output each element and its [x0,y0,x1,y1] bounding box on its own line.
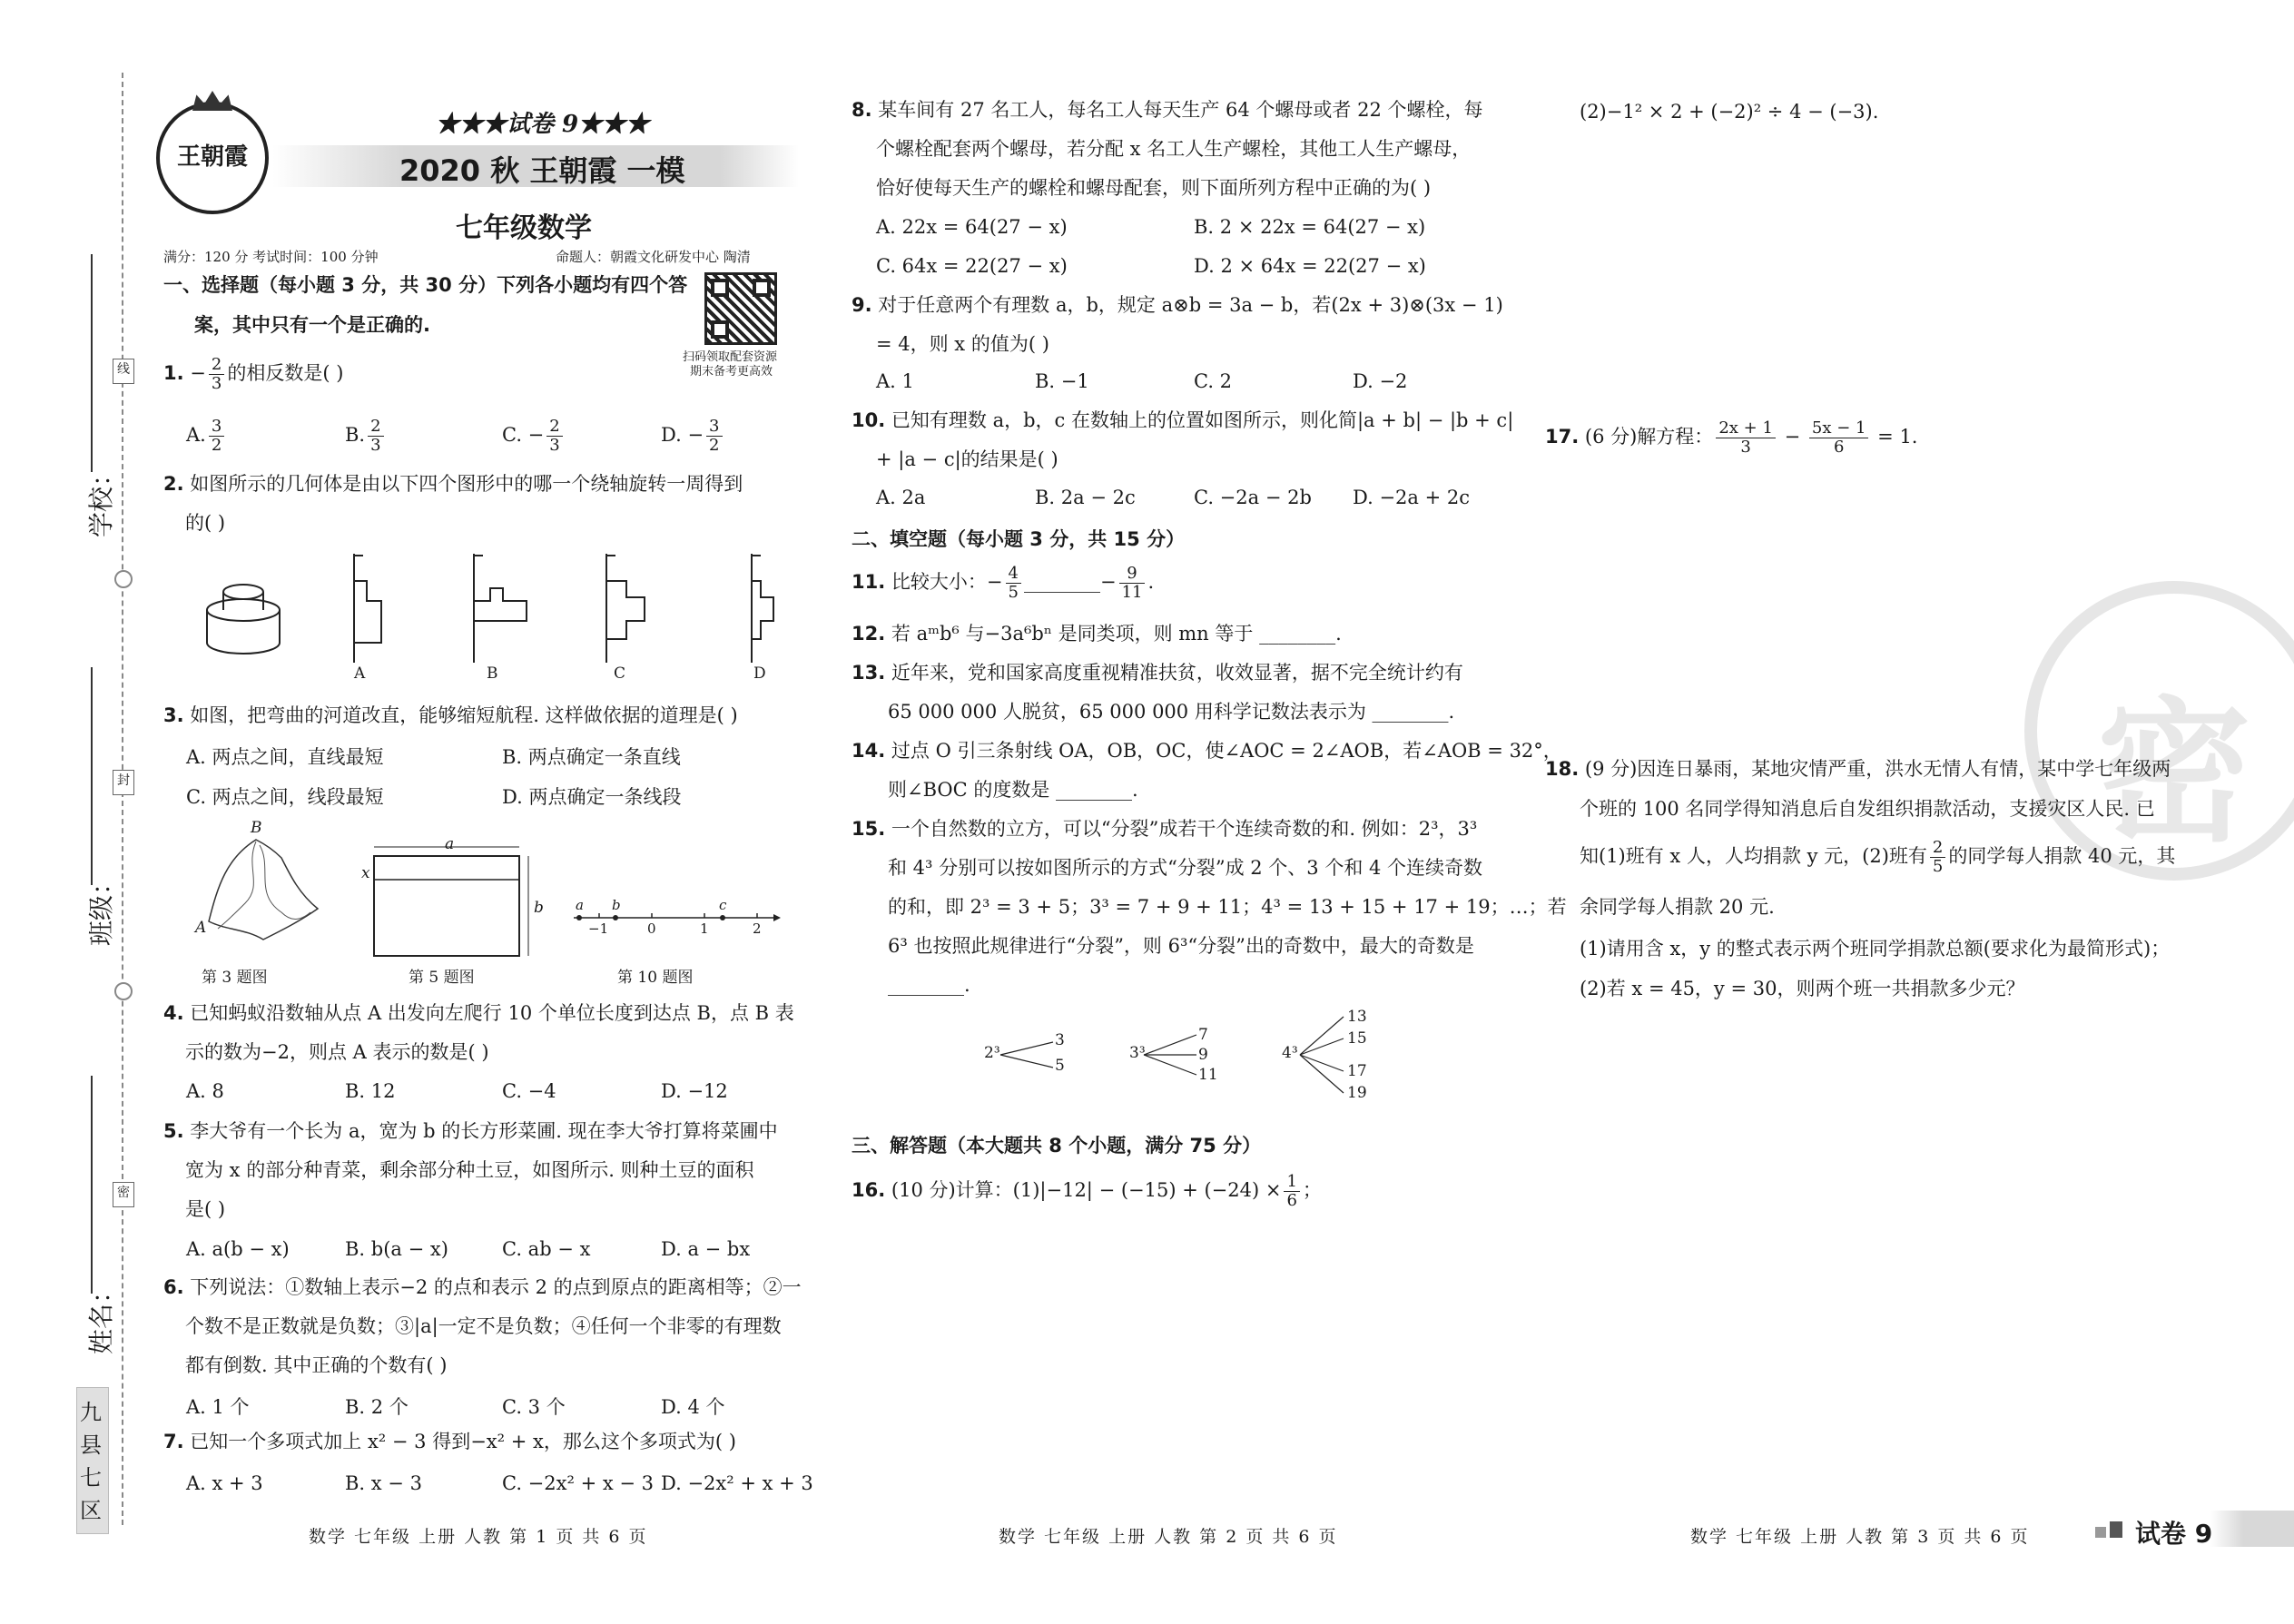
question-4: 4. 已知蚂蚁沿数轴从点 A 出发向左爬行 10 个单位长度到达点 B，点 B 表 [163,1002,794,1024]
q5-option-b[interactable]: B. b(a − x) [345,1238,448,1260]
q3-option-d[interactable]: D. 两点确定一条线段 [502,786,682,808]
caption-fig3: 第 3 题图 [202,969,268,987]
option-b-figure [474,554,527,663]
question-5: 5. 李大爷有一个长为 a，宽为 b 的长方形菜圃. 现在李大爷打算将菜圃中 [163,1120,778,1142]
secret-watermark: 密 [2024,581,2294,881]
question-16-part2: (2)−1² × 2 + (−2)² ÷ 4 − (−3). [1580,101,1879,123]
question-8-cont: 个螺栓配套两个螺母，若分配 x 名工人生产螺栓，其他工人生产螺母， [876,138,1472,160]
q10-option-d[interactable]: D. −2a + 2c [1353,487,1470,508]
q8-option-c[interactable]: C. 64x = 22(27 − x) [876,255,1068,277]
logo-text: 王朝霞 [176,143,248,171]
question-18-part2: (2)若 x = 45，y = 30，则两个班一共捐款多少元？ [1580,978,2025,999]
question-13-cont: 65 000 000 人脱贫，65 000 000 用科学记数法表示为 ________. [888,701,1455,723]
q4-option-d[interactable]: D. −12 [661,1080,728,1102]
question-13: 13. 近年来，党和国家高度重视精准扶贫，收效显著，据不完全统计约有 [852,662,1463,684]
nl-label-c: c [719,897,727,913]
question-14: 14. 过点 O 引三条射线 OA，OB，OC，使∠AOC = 2∠AOB，若∠AOB = 32°， [852,740,1562,762]
region-label: 九县七区 [80,1400,102,1523]
q1-option-c[interactable]: C. − $\frac{2}{3}$ [502,418,566,455]
nl-tick-0: 0 [647,920,656,937]
question-15-cont: 的和，即 2³ = 3 + 5；3³ = 7 + 9 + 11；4³ = 13 + 15 + 17 + 19；…；若 [888,896,1567,918]
q5-option-d[interactable]: D. a − bx [661,1238,751,1260]
garden-label-b: b [534,899,544,917]
q5-option-c[interactable]: C. ab − x [502,1238,591,1260]
q8-option-b[interactable]: B. 2 × 22x = 64(27 − x) [1194,216,1426,238]
q9-option-d[interactable]: D. −2 [1353,370,1408,392]
name-line [91,1076,93,1294]
q1-option-a[interactable]: A. $\frac{3}{2}$ [186,418,227,455]
tree-leaf: 17 [1347,1062,1367,1080]
q5-option-a[interactable]: A. a(b − x) [186,1238,290,1260]
q7-option-d[interactable]: D. −2x² + x + 3 [661,1472,813,1494]
question-16: 16. (10 分)计算：(1)|−12| − (−15) + (−24) × $\frac{1}{6}$ ； [852,1172,1322,1210]
qr-code[interactable] [704,272,777,345]
q9-option-b[interactable]: B. −1 [1035,370,1089,392]
tree-leaf: 19 [1347,1084,1367,1102]
question-10: 10. 已知有理数 a，b，c 在数轴上的位置如图所示，则化简|a + b| − |b + c| [852,409,1514,431]
tree-root-3: 3³ [1129,1044,1146,1062]
question-10-cont: + |a − c|的结果是( ) [876,448,1058,470]
section2-heading: 二、填空题（每小题 3 分，共 15 分） [852,528,1186,550]
q6-option-d[interactable]: D. 4 个 [661,1396,725,1418]
q4-option-c[interactable]: C. −4 [502,1080,556,1102]
q3-option-a[interactable]: A. 两点之间，直线最短 [186,746,384,768]
q7-option-c[interactable]: C. −2x² + x − 3 [502,1472,654,1494]
footer-badge-text: 试卷 9 [2135,1519,2213,1549]
section1-heading: 一、选择题（每小题 3 分，共 30 分）下列各小题均有四个答 [163,274,688,296]
question-2: 2. 如图所示的几何体是由以下四个图形中的哪一个绕轴旋转一周得到 [163,473,743,495]
question-4-cont: 示的数为−2，则点 A 表示的数是( ) [185,1041,489,1063]
garden-label-a: a [445,835,455,853]
section3-heading: 三、解答题（本大题共 8 个小题，满分 75 分） [852,1135,1262,1156]
exam-title: 2020 秋 王朝霞 一模 [399,153,685,188]
question-5-cont: 是( ) [185,1198,226,1220]
cube-split-tree [980,1008,1380,1107]
page-footer-1: 数学 七年级 上册 人教 第 1 页 共 6 页 [309,1527,648,1547]
q10-option-a[interactable]: A. 2a [876,487,926,508]
footer-dots [2095,1527,2106,1538]
binding-mark-line: 线 [113,359,134,384]
garden-label-x: x [361,864,370,882]
question-18: 18. (9 分)因连日暴雨，某地灾情严重，洪水无情人有情，某中学七年级两 [1545,758,2171,780]
footer-dots [2110,1521,2122,1538]
qr-caption: 扫码领取配套资源 [683,350,778,364]
question-8: 8. 某车间有 27 名工人，每名工人每天生产 64 个螺母或者 22 个螺栓，每 [852,99,1483,121]
question-14-cont: 则∠BOC 的度数是 ________. [888,779,1138,801]
q8-option-a[interactable]: A. 22x = 64(27 − x) [876,216,1068,238]
exam-info: 满分：120 分 考试时间：100 分钟 [163,249,379,265]
nl-tick-minus1: −1 [588,920,609,937]
tree-leaf: 11 [1198,1066,1218,1084]
q1-option-b[interactable]: B. $\frac{2}{3}$ [345,418,387,455]
question-2-cont: 的( ) [185,512,226,534]
question-15-cont: 和 4³ 分别可以按如图所示的方式“分裂”成 2 个、3 个和 4 个连续奇数 [888,857,1483,879]
tree-leaf: 15 [1347,1029,1367,1048]
river-point-b: B [251,819,262,837]
q3-option-c[interactable]: C. 两点之间，线段最短 [186,786,384,808]
school-label: 学校： [86,460,117,538]
river-point-a: A [195,919,207,937]
q7-option-a[interactable]: A. x + 3 [186,1472,263,1494]
question-15: 15. 一个自然数的立方，可以“分裂”成若干个连续奇数的和. 例如：2³，3³ [852,818,1478,840]
question-18-cont: 个班的 100 名同学得知消息后自发组织捐款活动，支援灾区人民. 已 [1580,798,2155,820]
fold-line [122,73,123,1525]
garden-figure [354,840,554,967]
subject-title: 七年级数学 [456,212,592,244]
question-8-cont: 恰好使每天生产的螺栓和螺母配套，则下面所列方程中正确的为( ) [876,177,1432,199]
tree-leaf: 3 [1055,1031,1065,1049]
question-12: 12. 若 aᵐb⁶ 与−3a⁶bⁿ 是同类项，则 mn 等于 ________. [852,623,1342,645]
q3-option-b[interactable]: B. 两点确定一条直线 [502,746,681,768]
question-15-cont: ________. [888,974,970,996]
q4-option-b[interactable]: B. 12 [345,1080,396,1102]
question-9-cont: = 4，则 x 的值为( ) [876,333,1049,355]
question-6: 6. 下列说法：①数轴上表示−2 的点和表示 2 的点到原点的距离相等；②一 [163,1276,802,1298]
tree-leaf: 13 [1347,1008,1367,1026]
q1-option-d[interactable]: D. − $\frac{3}{2}$ [661,418,725,455]
binding-mark-seal: 封 [113,770,134,795]
question-7: 7. 已知一个多项式加上 x² − 3 得到−x² + x，那么这个多项式为( ) [163,1431,736,1452]
class-line [91,667,93,885]
nl-label-a: a [576,897,584,913]
q9-option-a[interactable]: A. 1 [876,370,914,392]
school-line [91,254,93,472]
q6-option-c[interactable]: C. 3 个 [502,1396,566,1418]
page-footer-2: 数学 七年级 上册 人教 第 2 页 共 6 页 [999,1527,1338,1547]
caption-fig10: 第 10 题图 [617,969,694,987]
name-label: 姓名： [86,1277,117,1355]
question-9: 9. 对于任意两个有理数 a，b，规定 a⊗b = 3a − b，若(2x + 3)⊗(3x − 1) [852,294,1503,316]
qr-caption: 期末备考更高效 [690,365,773,379]
tree-root-4: 4³ [1282,1044,1298,1062]
river-figure [191,822,327,958]
tree-leaf: 9 [1198,1046,1208,1064]
question-18-part1: (1)请用含 x，y 的整式表示两个班同学捐款总额(要求化为最简形式)； [1580,938,2171,960]
author-info: 命题人：朝霞文化研发中心 陶清 [556,249,751,265]
question-18-cont: 余同学每人捐款 20 元. [1580,896,1775,918]
question-18-cont: 知(1)班有 x 人，人均捐款 y 元，(2)班有 $\frac{2}{5}$ 的同学每人捐款 40 元，其 [1580,838,2176,876]
q10-option-c[interactable]: C. −2a − 2b [1194,487,1312,508]
tree-root-2: 2³ [984,1044,1000,1062]
solid-figure [207,585,280,654]
q4-option-a[interactable]: A. 8 [186,1080,224,1102]
crown-icon [192,91,232,111]
q6-option-b[interactable]: B. 2 个 [345,1396,409,1418]
nl-label-b: b [612,897,621,913]
q6-option-a[interactable]: A. 1 个 [186,1396,250,1418]
page-footer-3: 数学 七年级 上册 人教 第 3 页 共 6 页 [1690,1527,2030,1547]
question-17: 17. (6 分)解方程： $\frac{2x + 1}{3}$ − $\frac{5x - 1}{6}$ = 1. [1545,418,1918,457]
question-15-cont: 6³ 也按照此规律进行“分裂”，则 6³“分裂”出的奇数中，最大的奇数是 [888,935,1474,957]
question-11: 11. 比较大小：− $\frac{4}{5}$ ________− $\frac{9}{11}$ . [852,564,1155,602]
question-3: 3. 如图，把弯曲的河道改直，能够缩短航程. 这样做依据的道理是( ) [163,704,738,726]
q2-label-a: A [354,664,366,683]
hole-icon [114,570,133,588]
question-5-cont: 宽为 x 的部分种青菜，剩余部分种土豆，如图所示. 则种土豆的面积 [185,1159,754,1181]
question-1: 1. − $\frac{2}{3}$ 的相反数是( ) [163,355,344,393]
section1-heading-cont: 案，其中只有一个是正确的. [194,314,430,336]
question-6-cont: 个数不是正数就是负数；③|a|一定不是负数；④任何一个非零的有理数 [185,1315,782,1337]
nl-tick-2: 2 [753,920,762,937]
hole-icon [114,982,133,1000]
option-d-figure [752,554,773,663]
tree-leaf: 5 [1055,1057,1065,1075]
option-c-figure [606,554,645,663]
tree-leaf: 7 [1198,1026,1208,1044]
class-label: 班级： [86,869,117,947]
q2-label-c: C [614,664,626,683]
question-6-cont: 都有倒数. 其中正确的个数有( ) [185,1354,448,1376]
logo [156,102,269,214]
q7-option-b[interactable]: B. x − 3 [345,1472,422,1494]
q2-label-b: B [487,664,498,683]
caption-fig5: 第 5 题图 [409,969,475,987]
option-a-figure [354,554,381,663]
q8-option-d[interactable]: D. 2 × 64x = 22(27 − x) [1194,255,1426,277]
binding-mark-secret: 密 [113,1182,134,1207]
q2-label-d: D [753,664,766,683]
q9-option-c[interactable]: C. 2 [1194,370,1233,392]
nl-tick-1: 1 [700,920,709,937]
test-number: ★★★试卷 9★★★ [436,111,650,138]
q10-option-b[interactable]: B. 2a − 2c [1035,487,1136,508]
